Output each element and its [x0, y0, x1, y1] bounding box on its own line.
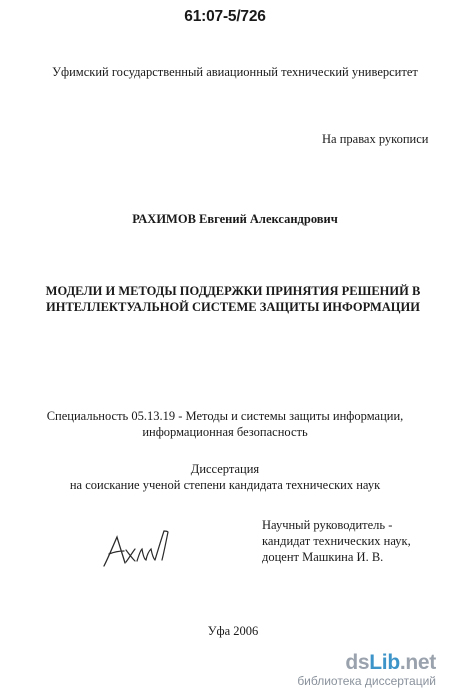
specialty-line-2: информационная безопасность: [142, 425, 308, 439]
dissertation-line-1: Диссертация: [190, 462, 260, 476]
watermark-ds: ds: [345, 651, 370, 674]
supervisor-line-3: доцент Машкина И. В.: [262, 550, 384, 564]
dissertation-type: [0, 461, 450, 493]
specialty: [0, 408, 450, 440]
watermark-lib: Lib: [369, 651, 400, 674]
watermark-net: .net: [399, 651, 436, 674]
title-line-1: МОДЕЛИ И МЕТОДЫ ПОДДЕРЖКИ ПРИНЯТИЯ РЕШЕНИЙ В: [45, 284, 421, 298]
dissertation-title: [0, 283, 450, 315]
dslib-watermark: [297, 652, 436, 688]
city-year: Уфа 2006: [207, 624, 259, 638]
watermark-logo: [297, 652, 436, 674]
handwritten-signature: [100, 522, 175, 572]
title-line-2: ИНТЕЛЛЕКТУАЛЬНОЙ СИСТЕМЕ ЗАЩИТЫ ИНФОРМАЦИИ: [46, 300, 420, 314]
supervisor-line-2: кандидат технических наук,: [262, 534, 411, 548]
scientific-supervisor: [262, 517, 411, 565]
document-code: 61:07-5/726: [184, 8, 266, 25]
watermark-subtitle: библиотека диссертаций: [297, 674, 436, 688]
specialty-line-1: Специальность 05.13.19 - Методы и системы защиты информации,: [46, 409, 404, 423]
manuscript-note: На правах рукописи: [322, 132, 429, 146]
university-name: Уфимский государственный авиационный технический университет: [52, 65, 418, 79]
author-name: РАХИМОВ Евгений Александрович: [132, 212, 338, 226]
supervisor-line-1: Научный руководитель -: [262, 518, 393, 532]
dissertation-line-2: на соискание ученой степени кандидата технических наук: [69, 478, 381, 492]
